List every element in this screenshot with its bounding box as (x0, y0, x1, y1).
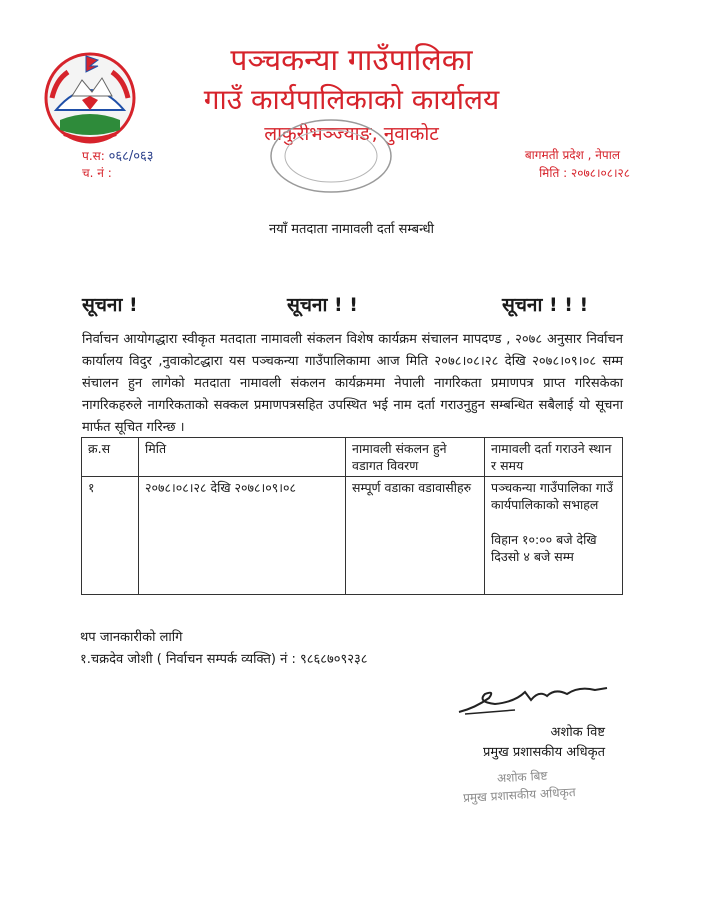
header-sn: क्र.स (82, 438, 139, 477)
notice-word-3: सूचना ! ! ! (502, 294, 589, 316)
reference-value: ०६८/०६३ (108, 149, 154, 164)
cell-time: विहान १०:०० बजे देखि दिउसो ४ बजे सम्म (491, 532, 597, 564)
stamp-name: अशोक बिष्ट (496, 768, 548, 786)
contact-heading: थप जानकारीको लागि (80, 630, 183, 645)
reference-label: प.स (82, 149, 101, 163)
office-address: लाकुरीभञ्ज्याङ, नुवाकोट (264, 123, 439, 145)
schedule-table (81, 437, 623, 595)
notice-word-2: सूचना ! ! (287, 294, 358, 316)
header-ward: नामावली संकलन हुने वडागत विवरण (346, 438, 485, 477)
cha-number: च. नं : (82, 166, 112, 180)
issue-date: मिति : २०७८।०८।२८ (539, 166, 630, 180)
schedule-table-wrapper (81, 437, 623, 595)
notice-body: निर्वाचन आयोगद्धारा स्वीकृत मतदाता नामावली संकलन विशेष कार्यक्रम संचालन मापदण्ड , २०७८ अनुसार निर्वाचन कार्यालय विदुर ,नुवाकोटद्धारा यस पञ्चकन्या गाउँपालिकामा आज मिति २०७८।०८।२८ देखि २०७८।०९।०८ सम्म संचालन हुन लागेको मतदाता नामावली संकलन कार्यक्रममा नेपाली नागरिकता प्रमाणपत्र प्राप्त गरिसकेका नागरिकहरुले नागरिकताको सक्कल प्रमाणपत्रसहित उपस्थित भई नाम दर्ता गराउनुहुन सम्बन्धित सबैलाई यो सूचना मार्फत सूचित गरिन्छ । (82, 332, 623, 435)
notice-word-1: सूचना ! (82, 294, 138, 316)
cell-place-time (485, 477, 623, 595)
table-header-row (82, 438, 623, 477)
signatory-title: प्रमुख प्रशासकीय अधिकृत (482, 745, 605, 760)
contact-line: १.चक्रदेव जोशी ( निर्वाचन सम्पर्क व्यक्ति) नं : ९८६८७०९२३८ (80, 652, 368, 667)
stamp-title: प्रमुख प्रशासकीय अधिकृत (462, 785, 576, 805)
header-date: मिति (139, 438, 346, 477)
table-row (82, 477, 623, 595)
header-place: नामावली दर्ता गराउने स्थान र समय (485, 438, 623, 477)
cell-date: २०७८।०८।२८ देखि २०७८।०९।०८ (139, 477, 346, 595)
signatory-name: अशोक विष्ट (550, 725, 605, 740)
cell-sn: १ (82, 477, 139, 595)
office-name-line2: गाउँ कार्यपालिकाको कार्यालय (203, 83, 500, 116)
province-address: बागमती प्रदेश , नेपाल (524, 148, 620, 162)
signature (455, 680, 615, 720)
office-name-line1: पञ्चकन्या गाउँपालिका (230, 43, 473, 78)
reference-number: प.स: ०६८/०६३ (82, 149, 154, 164)
cell-ward: सम्पूर्ण वडाका वडावासीहरु (346, 477, 485, 595)
subject-line: नयाँ मतदाता नामावली दर्ता सम्बन्धी (268, 222, 435, 237)
office-stamp (268, 116, 394, 196)
cell-place: पञ्चकन्या गाउँपालिका गाउँ कार्यपालिकाको सभाहल (491, 480, 613, 512)
